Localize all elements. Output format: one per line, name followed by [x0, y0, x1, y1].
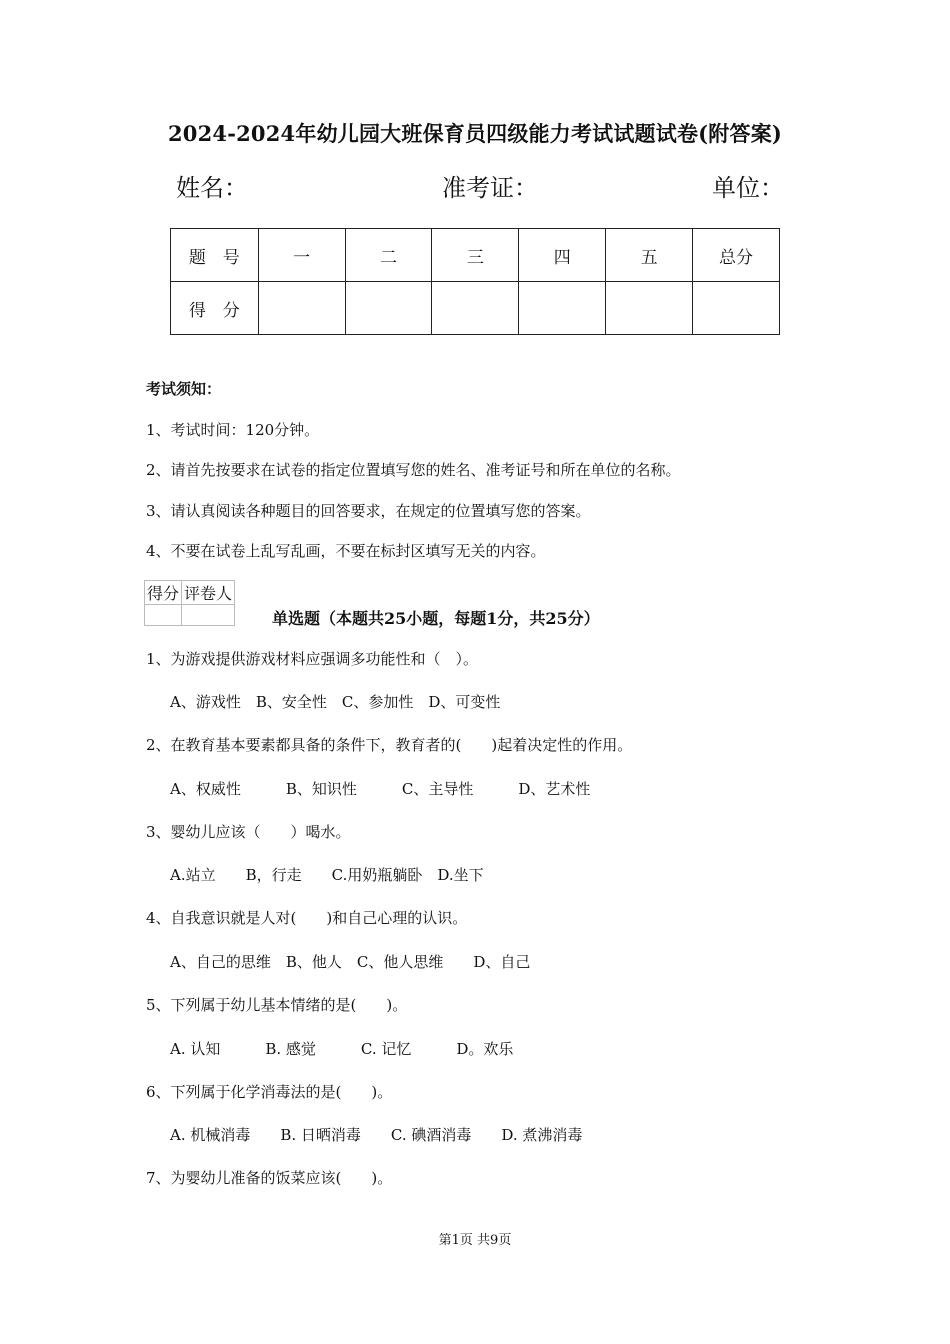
score-header-cell: 题 号	[171, 229, 259, 282]
question-text: 4、自我意识就是人对( )和自己心理的认识。	[146, 909, 468, 927]
question-options: A、游戏性 B、安全性 C、参加性 D、可变性	[170, 693, 501, 711]
unit-label: 单位：	[712, 174, 784, 202]
score-header-cell: 四	[519, 229, 606, 282]
grader-table	[144, 580, 235, 626]
question-text: 6、下列属于化学消毒法的是( )。	[146, 1083, 393, 1101]
grader-score-label: 得分	[145, 581, 182, 605]
grader-reviewer-label: 评卷人	[182, 581, 235, 605]
question-text: 5、下列属于幼儿基本情绪的是( )。	[146, 996, 408, 1014]
score-header-cell: 五	[606, 229, 693, 282]
question-options: A、自己的思维 B、他人 C、他人思维 D、自己	[170, 953, 531, 971]
score-table-header-row	[171, 229, 780, 282]
notes-title: 考试须知：	[146, 380, 222, 398]
score-header-cell: 二	[345, 229, 432, 282]
score-header-cell: 一	[258, 229, 345, 282]
score-header-cell: 三	[432, 229, 519, 282]
question-text: 2、在教育基本要素都具备的条件下，教育者的( )起着决定性的作用。	[146, 736, 633, 754]
score-cell[interactable]	[345, 282, 432, 335]
question-options: A. 机械消毒 B. 日晒消毒 C. 碘酒消毒 D. 煮沸消毒	[170, 1126, 583, 1144]
score-cell[interactable]	[258, 282, 345, 335]
question-options: A.站立 B，行走 C.用奶瓶躺卧 D.坐下	[170, 866, 484, 884]
score-cell[interactable]	[432, 282, 519, 335]
question-options: A. 认知 B. 感觉 C. 记忆 D。欢乐	[170, 1040, 514, 1058]
exam-id-label: 准考证：	[442, 174, 538, 202]
section-title: 单选题（本题共25小题，每题1分，共25分）	[272, 609, 600, 628]
note-item: 2、请首先按要求在试卷的指定位置填写您的姓名、准考证号和所在单位的名称。	[146, 461, 681, 479]
score-table-score-row	[171, 282, 780, 335]
score-header-cell: 总分	[693, 229, 780, 282]
page-title: 2024-2024年幼儿园大班保育员四级能力考试试题试卷(附答案)	[167, 121, 783, 146]
score-row-label: 得 分	[171, 282, 259, 335]
score-table	[170, 228, 780, 335]
question-text: 1、为游戏提供游戏材料应强调多功能性和（ ）。	[146, 650, 479, 668]
name-label: 姓名：	[176, 174, 248, 202]
page-footer: 第1页 共9页	[438, 1233, 512, 1248]
score-cell[interactable]	[606, 282, 693, 335]
note-item: 4、不要在试卷上乱写乱画，不要在标封区填写无关的内容。	[146, 542, 546, 560]
score-cell[interactable]	[519, 282, 606, 335]
grader-reviewer-cell[interactable]	[182, 605, 235, 626]
question-text: 3、婴幼儿应该（ ）喝水。	[146, 823, 351, 841]
score-cell[interactable]	[693, 282, 780, 335]
note-item: 1、考试时间：120分钟。	[146, 421, 320, 439]
grader-score-cell[interactable]	[145, 605, 182, 626]
question-options: A、权威性 B、知识性 C、主导性 D、艺术性	[170, 780, 591, 798]
note-item: 3、请认真阅读各种题目的回答要求，在规定的位置填写您的答案。	[146, 502, 591, 520]
question-text: 7、为婴幼儿准备的饭菜应该( )。	[146, 1169, 393, 1187]
